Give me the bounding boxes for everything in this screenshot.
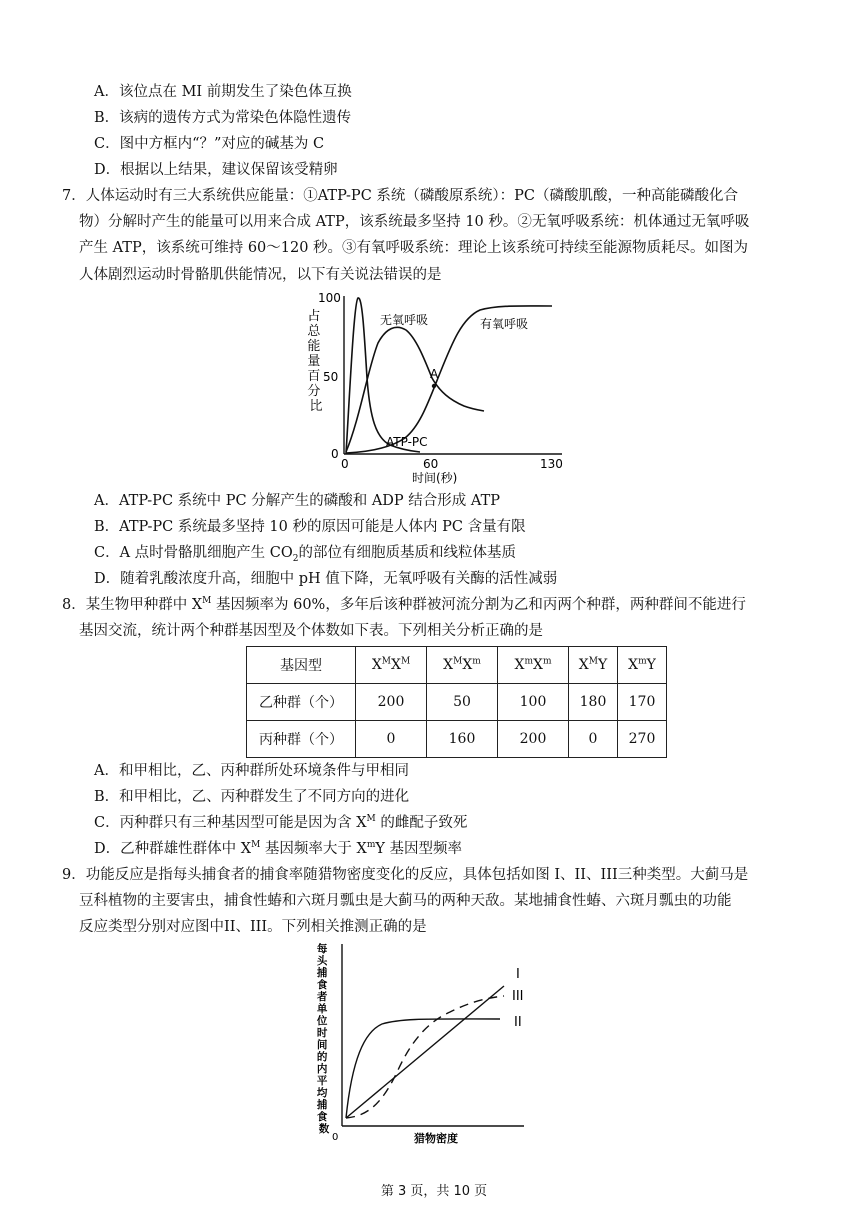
q7-xtick-130: 130 — [540, 457, 563, 471]
q9-curve-II — [346, 1019, 500, 1118]
q8-stem-line2: 基因交流，统计两个种群基因型及个体数如下表。下列相关分析正确的是 — [79, 623, 543, 639]
table-row — [247, 684, 667, 721]
q9-label-I: I — [516, 967, 520, 982]
q9-stem-line3: 反应类型分别对应图中II、III。下列相关推测正确的是 — [79, 919, 427, 935]
table-cell: 170 — [618, 684, 667, 721]
table-cell: 180 — [569, 684, 618, 721]
q6-option-c: C．图中方框内“？”对应的碱基为 C — [94, 136, 325, 152]
q8-option-b: B．和甲相比，乙、丙种群发生了不同方向的进化 — [94, 789, 410, 805]
q8-option-a: A．和甲相比，乙、丙种群所处环境条件与甲相同 — [94, 763, 409, 779]
q9-stem-line1: 9．功能反应是指每头捕食者的捕食率随猎物密度变化的反应，具体包括如图 I、II、III三种类型。大蓟马是 — [62, 867, 749, 883]
table-row — [247, 721, 667, 758]
q7-y-label-char: 占 — [307, 309, 321, 324]
table-cell: 0 — [569, 721, 618, 758]
q9-functional-response-chart — [310, 940, 560, 1150]
q9-stem-line2: 豆科植物的主要害虫，捕食性蝽和六斑月瓢虫是大蓟马的两种天敌。某地捕食性蝽、六斑月瓢虫的功能 — [79, 893, 732, 909]
q9-label-III: III — [512, 989, 524, 1004]
q8-stem-line1: 8．某生物甲种群中 $X^M$ 基因频率为 60%，多年后该种群被河流分割为乙和丙两个种群，两种群间不能进行 — [62, 596, 746, 613]
q6-option-a: A．该位点在 MI 前期发生了染色体互换 — [94, 84, 352, 100]
q9-label-II: II — [514, 1015, 522, 1030]
table-header-genotype-1: $X^MX^M$ — [356, 647, 427, 684]
q7-option-d: D．随着乳酸浓度升高，细胞中 pH 值下降，无氧呼吸有关酶的活性减弱 — [94, 571, 558, 587]
table-cell: 100 — [498, 684, 569, 721]
q7-stem-line1: 7．人体运动时有三大系统供应能量：①ATP-PC 系统（磷酸原系统）：PC（磷酸肌酸，一种高能磷酸化合 — [62, 188, 738, 204]
q9-curve-I — [346, 986, 504, 1118]
q7-ytick-50: 50 — [323, 370, 339, 384]
q7-stem-line3: 产生 ATP，该系统可维持 60～120 秒。③有氧呼吸系统：理论上该系统可持续至能源物质耗尽。如图为 — [79, 240, 749, 256]
q7-label-aerobic: 有氧呼吸 — [480, 317, 529, 331]
table-cell: 200 — [498, 721, 569, 758]
table-header-genotype-2: $X^MX^m$ — [427, 647, 498, 684]
q9-curve-III — [346, 996, 504, 1118]
table-cell: 乙种群（个） — [247, 684, 356, 721]
q8-genotype-table — [246, 646, 667, 758]
q7-point-a: A — [430, 367, 439, 381]
q7-xtick-60: 60 — [423, 457, 439, 471]
table-cell: 0 — [356, 721, 427, 758]
q9-y-label: 每 头 捕 食 者 单 位 时 间 的 内 平 均 捕 食 数 — [316, 943, 330, 1135]
q7-stem-line4: 人体剧烈运动时骨骼肌供能情况，以下有关说法错误的是 — [79, 267, 442, 283]
q7-energy-chart — [300, 288, 580, 488]
table-cell: 160 — [427, 721, 498, 758]
q9-origin: 0 — [332, 1132, 339, 1143]
q7-label-anaerobic: 无氧呼吸 — [380, 313, 429, 327]
q7-option-c: C．A 点时骨骼肌细胞产生 $CO_2$的部位有细胞质基质和线粒体基质 — [94, 545, 516, 564]
q7-option-b: B．ATP-PC 系统最多坚持 10 秒的原因可能是人体内 PC 含量有限 — [94, 519, 526, 535]
q7-ytick-100: 100 — [318, 291, 341, 305]
table-header-genotype-3: $X^mX^m$ — [498, 647, 569, 684]
q6-option-b: B．该病的遗传方式为常染色体隐性遗传 — [94, 110, 352, 126]
q7-y-label: 占 总 能 量 百 分 比 — [307, 309, 323, 414]
q9-x-label: 猎物密度 — [414, 1132, 458, 1145]
table-header-label: 基因型 — [247, 647, 356, 684]
table-row — [247, 647, 667, 684]
q7-x-label: 时间(秒) — [412, 471, 458, 485]
table-cell: 200 — [356, 684, 427, 721]
q8-option-d: D．乙种群雄性群体中 $X^M$ 基因频率大于 $X^mY$ 基因型频率 — [94, 840, 463, 857]
q7-point-a-dot — [432, 384, 436, 388]
q8-option-c: C．丙种群只有三种基因型可能是因为含 $X^M$ 的雌配子致死 — [94, 814, 468, 831]
q7-stem-line2: 物）分解时产生的能量可以用来合成 ATP，该系统最多坚持 10 秒。②无氧呼吸系统：机体通过无氧呼吸 — [79, 214, 750, 230]
table-header-genotype-5: $X^mY$ — [618, 647, 667, 684]
q7-xtick-0: 0 — [341, 457, 349, 471]
table-cell: 丙种群（个） — [247, 721, 356, 758]
q7-curve-anaerobic — [346, 327, 484, 452]
q7-option-a: A．ATP-PC 系统中 PC 分解产生的磷酸和 ADP 结合形成 ATP — [94, 493, 500, 509]
table-header-genotype-4: $X^MY$ — [569, 647, 618, 684]
page-footer: 第 3 页，共 10 页 — [380, 1184, 488, 1199]
q6-option-d: D．根据以上结果，建议保留该受精卵 — [94, 162, 338, 178]
table-cell: 270 — [618, 721, 667, 758]
table-cell: 50 — [427, 684, 498, 721]
q7-label-atp-pc: ATP-PC — [386, 435, 428, 449]
q7-ytick-0: 0 — [331, 447, 339, 461]
